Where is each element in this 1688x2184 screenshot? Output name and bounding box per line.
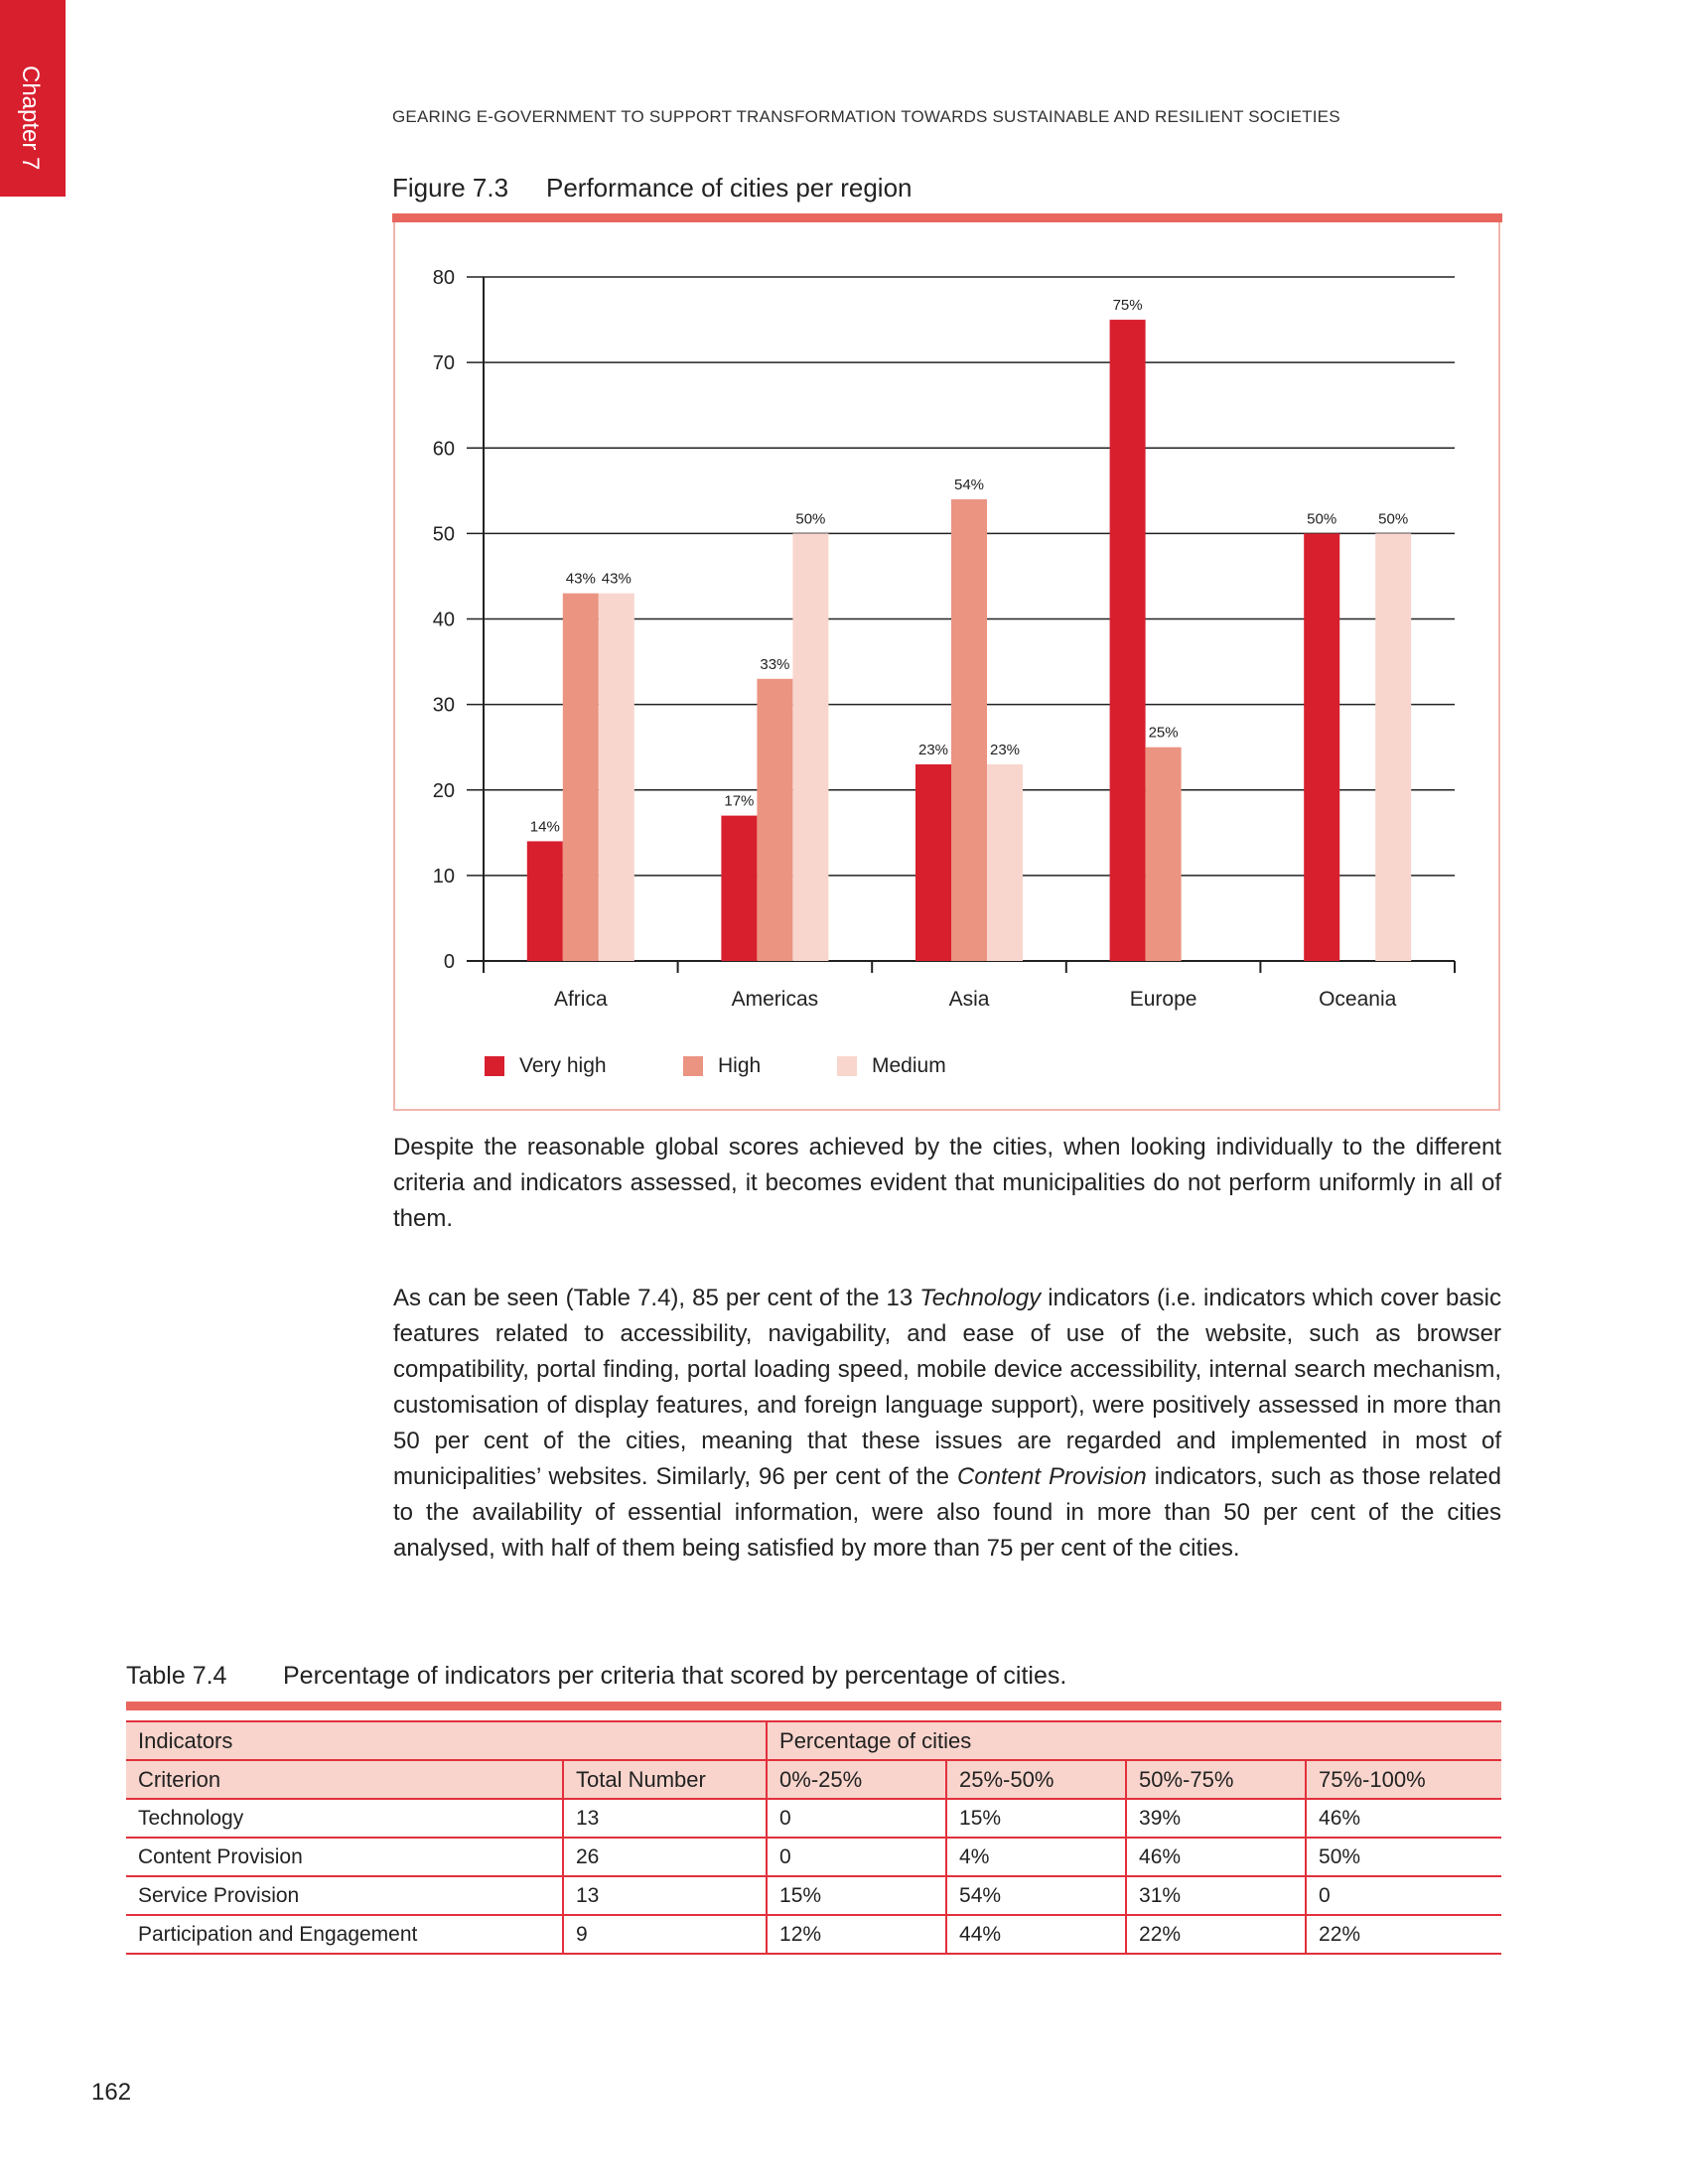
legend-label-high: High (718, 1054, 762, 1077)
x-category-label: Africa (553, 988, 608, 1011)
bar-very-high (527, 841, 563, 961)
table-cell: 44% (946, 1915, 1126, 1954)
table-cell: 31% (1126, 1876, 1306, 1915)
table-cell: 46% (1306, 1799, 1501, 1838)
bar-high (757, 679, 792, 961)
table-cell: 9 (563, 1915, 767, 1954)
data-label: 14% (529, 818, 560, 836)
table-cell: Participation and Engagement (126, 1915, 563, 1954)
table-cell: 15% (946, 1799, 1126, 1838)
y-tick-label: 70 (432, 352, 455, 375)
table-cell: 46% (1126, 1838, 1306, 1876)
data-label: 43% (601, 570, 632, 588)
x-category-label: Europe (1129, 988, 1197, 1011)
table-cell: 50% (1306, 1838, 1501, 1876)
paragraph-2-italic-content-provision: Content Provision (956, 1463, 1147, 1490)
x-category-label: Americas (731, 988, 819, 1011)
header-cell: 75%-100% (1306, 1760, 1501, 1799)
data-label: 54% (953, 476, 985, 493)
legend-label-very-high: Very high (519, 1054, 607, 1077)
table-cell: 22% (1306, 1915, 1501, 1954)
table-cell: 12% (767, 1915, 946, 1954)
table-cell: 54% (946, 1876, 1126, 1915)
legend-item-medium (837, 1054, 946, 1078)
y-tick-label: 60 (432, 438, 455, 461)
x-category-label: Asia (948, 988, 990, 1011)
legend-label-medium: Medium (872, 1054, 946, 1077)
table-cell: 13 (563, 1876, 767, 1915)
table-cell: 0 (767, 1838, 946, 1876)
table-cell: 13 (563, 1799, 767, 1838)
running-head: GEARING E-GOVERNMENT TO SUPPORT TRANSFORMATION TOWARDS SUSTAINABLE AND RESILIENT SOCIETIES (392, 107, 1340, 126)
table-cell: 39% (1126, 1799, 1306, 1838)
legend-item-high (683, 1054, 761, 1078)
table-row (126, 1838, 1501, 1876)
legend-swatch-medium (837, 1056, 857, 1076)
table-row (126, 1876, 1501, 1915)
figure-number: Figure 7.3 (392, 173, 509, 203)
y-tick-label: 0 (443, 951, 455, 973)
table-cell: 22% (1126, 1915, 1306, 1954)
legend-item-very-high (485, 1054, 607, 1078)
table-header-row-1 (126, 1721, 1501, 1760)
data-label: 23% (917, 741, 949, 758)
header-cell: Total Number (563, 1760, 767, 1799)
table-cell: 0 (1306, 1876, 1501, 1915)
bar-medium (792, 533, 828, 961)
y-tick-label: 80 (432, 267, 455, 289)
bar-very-high (721, 816, 757, 961)
bar-very-high (1110, 320, 1146, 961)
header-cell: 50%-75% (1126, 1760, 1306, 1799)
bar-very-high (1304, 533, 1339, 961)
data-label: 50% (1378, 510, 1409, 528)
bar-very-high (915, 764, 951, 961)
table-title (126, 1662, 1066, 1691)
table-row (126, 1915, 1501, 1954)
table-cell: Content Provision (126, 1838, 563, 1876)
paragraph-2-italic-technology: Technology (919, 1285, 1042, 1311)
header-cell: 25%-50% (946, 1760, 1126, 1799)
y-tick-label: 20 (432, 779, 455, 802)
table-cell: Technology (126, 1799, 563, 1838)
table-cell: Service Provision (126, 1876, 563, 1915)
chapter-tab-label: Chapter 7 (17, 66, 44, 171)
header-cell: Criterion (126, 1760, 563, 1799)
x-category-label: Oceania (1319, 988, 1397, 1011)
bar-high (951, 499, 987, 961)
paragraph-1: Despite the reasonable global scores achieved by the cities, when looking individually to the different criteria and indicators assessed, it becomes evident that municipalities do not perform uniformly in all of them. (393, 1134, 1501, 1232)
paragraph-2-text-a: As can be seen (Table 7.4), 85 per cent of the 13 (393, 1285, 920, 1311)
data-label: 17% (724, 792, 755, 810)
bar-medium (987, 764, 1023, 961)
table-cell: 4% (946, 1838, 1126, 1876)
data-label: 75% (1112, 297, 1143, 315)
header-cell: 0%-25% (767, 1760, 946, 1799)
paragraph-2-text-c: indicators, such as those related to the availability of essential information, were also found in more than 50 per cent of the cities analysed, with half of them being satisfied by more than 75 per cent of the cities. (393, 1463, 1502, 1562)
page-number: 162 (91, 2079, 132, 2106)
table-cell: 0 (767, 1799, 946, 1838)
indicators-table (126, 1720, 1501, 1955)
data-label: 43% (565, 570, 596, 588)
header-percentage-of-cities: Percentage of cities (767, 1721, 1501, 1760)
bar-medium (1375, 533, 1411, 961)
y-tick-label: 10 (432, 865, 455, 887)
y-tick-label: 30 (432, 694, 455, 717)
bar-medium (599, 594, 634, 961)
data-label: 50% (1307, 510, 1337, 528)
table-header-row-2 (126, 1760, 1501, 1799)
paragraph-2-text-b: indicators (i.e. indicators which cover basic features related to accessibility, navigability, and ease of use of the website, such as browser compatibility, portal finding, portal loading speed, mobile device accessibility, internal search mechanism, customisation of display features, and foreign language support), were positively assessed in more than 50 per cent of the cities, meaning that these issues are regarded and implemented in most of municipalities’ websites. Similarly, 96 per cent of the (393, 1285, 1501, 1490)
table-title-rule (126, 1702, 1501, 1710)
data-label: 23% (989, 741, 1021, 758)
table-cell: 26 (563, 1838, 767, 1876)
y-tick-label: 50 (432, 523, 455, 546)
legend-swatch-very-high (485, 1056, 504, 1076)
legend-swatch-high (683, 1056, 703, 1076)
data-label: 50% (795, 510, 826, 528)
table-number: Table 7.4 (126, 1662, 227, 1690)
table-cell: 15% (767, 1876, 946, 1915)
header-indicators: Indicators (126, 1721, 767, 1760)
table-caption: Percentage of indicators per criteria that scored by percentage of cities. (283, 1662, 1067, 1690)
figure-caption: Performance of cities per region (546, 173, 913, 203)
bar-high (1146, 748, 1182, 961)
data-label: 33% (760, 655, 790, 673)
paragraph-2 (393, 1281, 1501, 1567)
table-row (126, 1799, 1501, 1838)
y-tick-label: 40 (432, 609, 455, 631)
data-label: 25% (1148, 724, 1179, 742)
bar-high (563, 594, 599, 961)
